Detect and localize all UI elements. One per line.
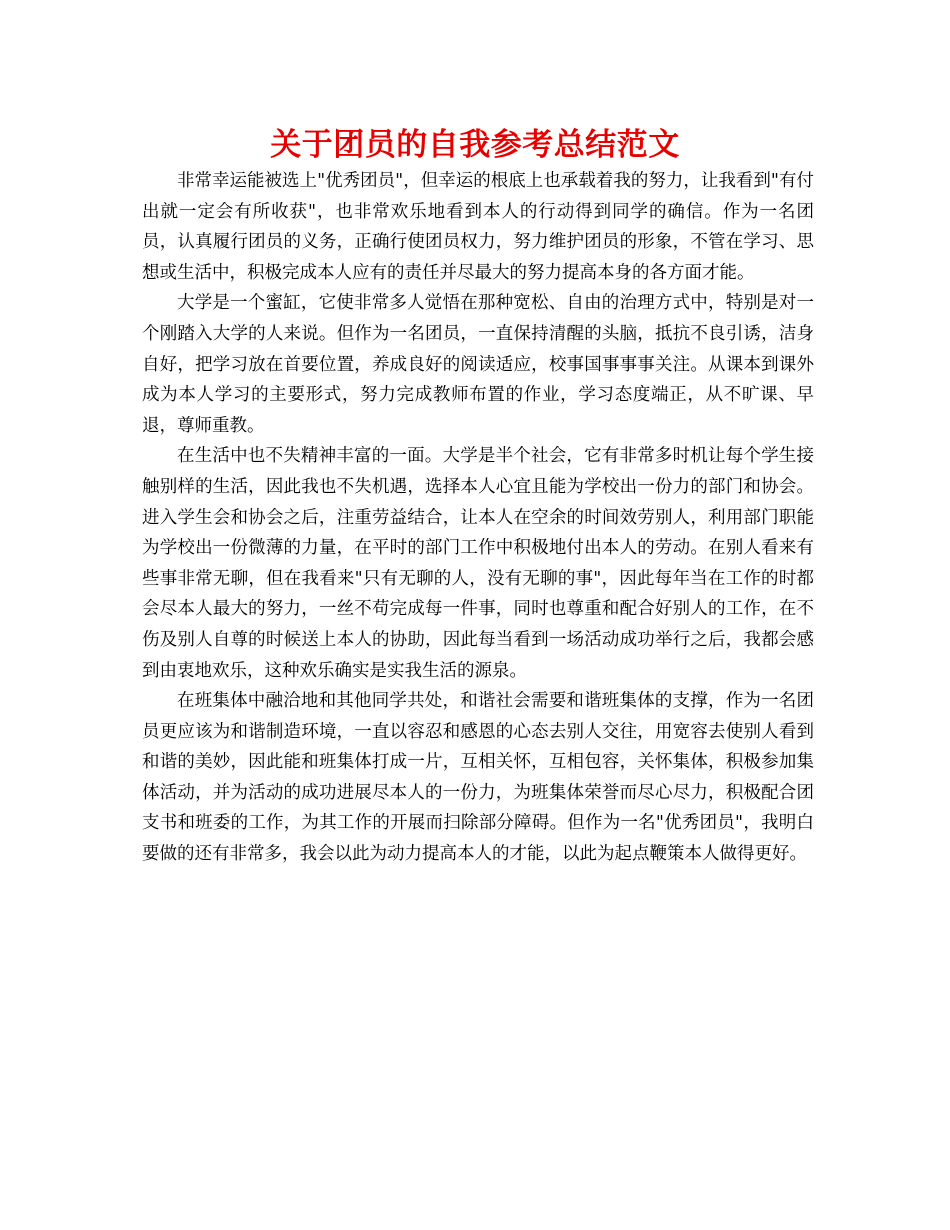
paragraph: 非常幸运能被选上"优秀团员"，但幸运的根底上也承载着我的努力，让我看到"有付出就一定会有所收获"，也非常欢乐地看到本人的行动得到同学的确信。作为一名团员，认真履行团员的义务，正确行使团员权力，努力维护团员的形象，不管在学习、思想或生活中，积极完成本人应有的责任并尽最大的努力提高本身的各方面才能。 [142, 171, 814, 283]
paragraph: 在生活中也不失精神丰富的一面。大学是半个社会，它有非常多时机让每个学生接触别样的生活，因此我也不失机遇，选择本人心宜且能为学校出一份力的部门和协会。进入学生会和协会之后，注重劳益结合，让本人在空余的时间效劳别人，利用部门职能为学校出一份微薄的力量，在平时的部门工作中积极地付出本人的劳动。在别人看来有些事非常无聊，但在我看来"只有无聊的人，没有无聊的事"，因此每年当在工作的时都会尽本人最大的努力，一丝不苟完成每一件事，同时也尊重和配合好别人的工作，在不伤及别人自尊的时候送上本人的协助，因此每当看到一场活动成功举行之后，我都会感到由衷地欢乐，这种欢乐确实是实我生活的源泉。 [142, 446, 814, 681]
paragraph: 大学是一个蜜缸，它使非常多人觉悟在那种宽松、自由的治理方式中，特别是对一个刚踏入大学的人来说。但作为一名团员，一直保持清醒的头脑，抵抗不良引诱，洁身自好，把学习放在首要位置，养成良好的阅读适应，校事国事事事关注。从课本到课外成为本人学习的主要形式，努力完成教师布置的作业，学习态度端正，从不旷课、早退，尊师重教。 [142, 293, 814, 436]
document-body [142, 166, 814, 870]
paragraph: 在班集体中融洽地和其他同学共处，和谐社会需要和谐班集体的支撑，作为一名团员更应该为和谐制造环境，一直以容忍和感恩的心态去别人交往，用宽容去使别人看到和谐的美妙，因此能和班集体打成一片，互相关怀，互相包容，关怀集体，积极参加集体活动，并为活动的成功进展尽本人的一份力，为班集体荣誉而尽心尽力，积极配合团支书和班委的工作，为其工作的开展而扫除部分障碍。但作为一名"优秀团员"，我明白要做的还有非常多，我会以此为动力提高本人的才能，以此为起点鞭策本人做得更好。 [142, 691, 814, 865]
document-title: 关于团员的自我参考总结范文 [270, 127, 680, 163]
